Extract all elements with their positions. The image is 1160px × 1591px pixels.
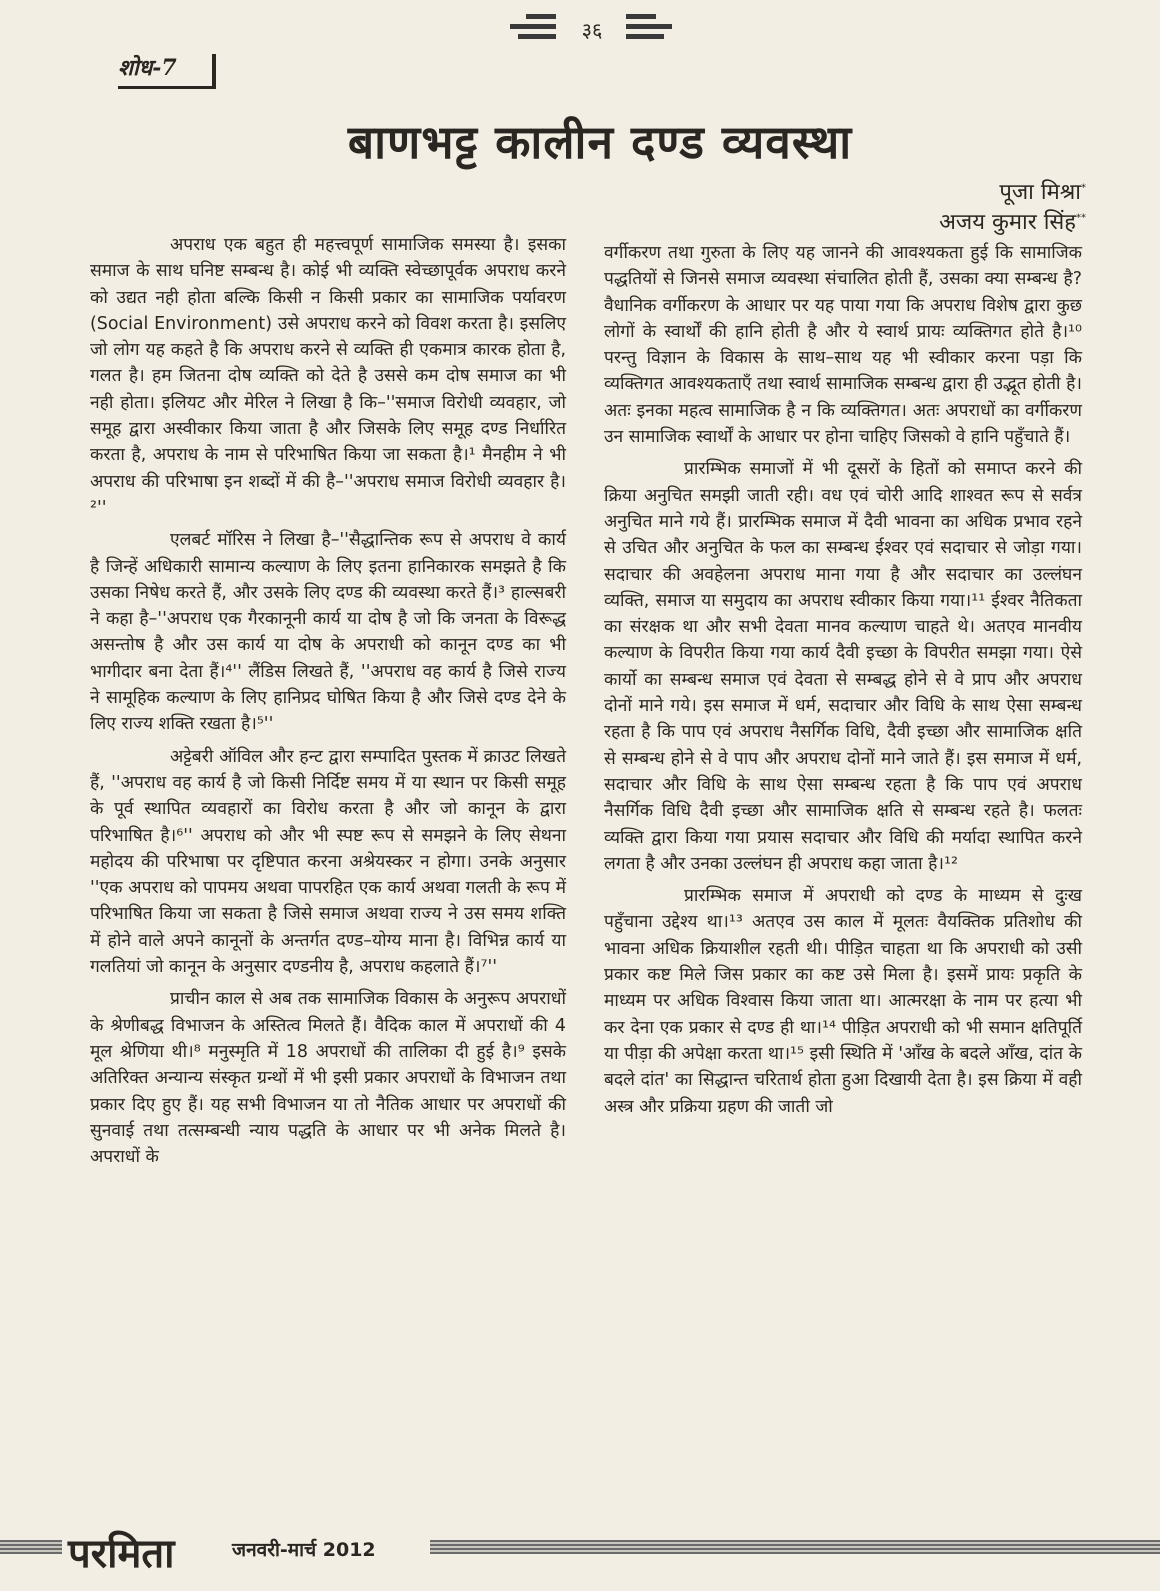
- author-1-name: पूजा मिश्रा: [999, 180, 1081, 205]
- author-1: [999, 176, 1086, 206]
- right-column: [604, 240, 1082, 1120]
- author-2-mark: **: [1076, 212, 1086, 224]
- left-column: [90, 232, 566, 1170]
- page-footer: [0, 1520, 1160, 1580]
- paragraph: एलबर्ट मॉरिस ने लिखा है–''सैद्धान्तिक रूप से अपराध वे कार्य है जिन्हें अधिकारी सामान्य कल्याण के लिए इतना हानिकारक समझते है कि उसका निषेध करते हैं, और उसके लिए दण्ड की व्यवस्था करते हैं।³ हाल्सबरी ने कहा है–''अपराध एक गैरकानूनी कार्य या दोष है जो कि जनता के विरूद्ध असन्तोष है और उस कार्य या दोष के अपराधी को कानून दण्ड का भी भागीदार बना देता हैं।⁴'' लैंडिस लिखते हैं, ''अपराध वह कार्य है जिसे राज्य ने सामूहिक कल्याण के लिए हानिप्रद घोषित किया है और जिसे दण्ड देने के लिए राज्य शक्ति रखता है।⁵'': [90, 530, 566, 735]
- footer-stripe-right: [430, 1540, 1160, 1554]
- page-number-ornament: [0, 10, 1160, 50]
- paragraph: प्रारम्भिक समाजों में भी दूसरों के हितों को समाप्त करने की क्रिया अनुचित समझी जाती रही। वध एवं चोरी आदि शाश्वत रूप से सर्वत्र अनुचित माने गये हैं। प्रारम्भिक समाज में दैवी भावना का अधिक प्रभाव रहने से उचित और अनुचित के फल का सम्बन्ध ईश्वर एवं सदाचार से जोड़ा गया। सदाचार की अवहेलना अपराध माना गया है और सदाचार का उल्लंघन व्यक्ति, समाज या समुदाय का अपराध स्वीकार किया गया।¹¹ ईश्वर नैतिकता का संरक्षक था और सभी देवता मानव कल्याण चाहते थे। अतएव मानवीय कल्याण के विपरीत किया गया कार्य दैवी इच्छा के विपरीत समझा गया। ऐसे कार्यो का सम्बन्ध समाज एवं देवता से सम्बद्ध होने से वे प्राप और अपराध दोनों माने गये। इस समाज में धर्म, सदाचार और विधि के साथ ऐसा सम्बन्ध रहता है कि पाप एवं अपराध नैसर्गिक विधि, दैवी इच्छा और सामाजिक क्षति से सम्बन्ध होने से वे पाप और अपराध दोनों माने जाते हैं। इस समाज में धर्म, सदाचार और विधि के साथ ऐसा सम्बन्ध रहता है कि पाप एवं अपराध नैसर्गिक विधि दैवी इच्छा और सामाजिक क्षति से सम्बन्ध रहते है। फलतः व्यक्ति द्वारा किया गया प्रयास सदाचार और विधि की मर्यादा स्थापित करने लगता है और उनका उल्लंघन ही अपराध कहा जाता है।¹²: [604, 459, 1082, 874]
- ornament-bars-left: [510, 14, 556, 44]
- section-tag-rule: [212, 54, 216, 88]
- paragraph: अट्टेबरी ऑविल और हन्ट द्वारा सम्पादित पुस्तक में क्राउट लिखते हैं, ''अपराध वह कार्य है जो किसी निर्दिष्ट समय में या स्थान पर किसी समूह के पूर्व स्थापित व्यवहारों का विरोध करता है और जो कानून के द्वारा परिभाषित है।⁶'' अपराध को और भी स्पष्ट रूप से समझने के लिए सेथना महोदय की परिभाषा पर दृष्टिपात करना अश्रेयस्कर न होगा। उनके अनुसार ''एक अपराध को पापमय अथवा पापरहित एक कार्य अथवा गलती के रूप में परिभाषित किया जा सकता है जिसे समाज अथवा राज्य ने उस समय शक्ति में होने वाले अपने कानूनों के अन्तर्गत दण्ड–योग्य माना है। विभिन्न कार्य या गलतियां जो कानून के अनुसार दण्डनीय है, अपराध कहलाते हैं।⁷'': [90, 746, 566, 978]
- ornament-bars-right: [626, 14, 672, 44]
- page-number: ३६: [581, 18, 603, 42]
- article-title: बाणभट्ट कालीन दण्ड व्यवस्था: [347, 115, 853, 169]
- author-2: [939, 206, 1086, 236]
- paragraph: अपराध एक बहुत ही महत्त्वपूर्ण सामाजिक समस्या है। इसका समाज के साथ घनिष्ट सम्बन्ध है। कोई भी व्यक्ति स्वेच्छापूर्वक अपराध करने को उद्यत नही होता बल्कि किसी न किसी प्रकार का सामाजिक पर्यावरण (Social Environment) उसे अपराध करने को विवश करता है। इसलिए जो लोग यह कहते है कि अपराध करने से व्यक्ति ही एकमात्र कारक होता है, गलत है। हम जितना दोष व्यक्ति को देते है उससे कम दोष समाज का भी नही होता। इलियट और मेरिल ने लिखा है कि–''समाज विरोधी व्यवहार, जो समूह द्वारा अस्वीकार किया जाता है और जिसके लिए समूह दण्ड निर्धारित करता है, अपराध के नाम से परिभाषित किया जा सकता है।¹ मैनहीम ने भी अपराध की परिभाषा इन शब्दों में की है–''अपराध समाज विरोधी व्यवहार है।²'': [90, 235, 566, 518]
- paragraph: प्राचीन काल से अब तक सामाजिक विकास के अनुरूप अपराधों के श्रेणीबद्ध विभाजन के अस्तित्व मिलते हैं। वैदिक काल में अपराधों की 4 मूल श्रेणिया थी।⁸ मनुस्मृति में 18 अपराधों की तालिका दी हुई है।⁹ इसके अतिरिक्त अन्यान्य संस्कृत ग्रन्थों में भी इसी प्रकार अपराधों के विभाजन तथा प्रकार दिए हुए हैं। यह सभी विभाजन या तो नैतिक आधार पर अपराधों की सुनवाई तथा तत्सम्बन्धी न्याय पद्धति के आधार पर भी अनेक मिलते है। अपराधों के: [90, 989, 566, 1168]
- footer-stripe-left: [0, 1540, 62, 1554]
- paragraph: प्रारम्भिक समाज में अपराधी को दण्ड के माध्यम से दुःख पहुँचाना उद्देश्य था।¹³ अतएव उस काल में मूलतः वैयक्तिक प्रतिशोध की भावना अधिक क्रियाशील रहती थी। पीड़ित चाहता था कि अपराधी को उसी प्रकार कष्ट मिले जिस प्रकार का कष्ट उसे मिला है। इसमें प्रायः प्रकृति के माध्यम पर अधिक विश्वास किया जाता था। आत्मरक्षा के नाम पर हत्या भी कर देना एक प्रकार से दण्ड ही था।¹⁴ पीड़ित अपराधी को भी समान क्षतिपूर्ति या पीड़ा की अपेक्षा करता था।¹⁵ इसी स्थिति में 'आँख के बदले आँख, दांत के बदले दांत' का सिद्धान्त चरितार्थ होता हुआ दिखायी देता है। इस क्रिया में वही अस्त्र और प्रक्रिया ग्रहण की जाती जो: [604, 886, 1082, 1117]
- section-tag: शोध-7: [118, 55, 177, 81]
- journal-name: परमिता: [68, 1531, 175, 1577]
- section-tag-underline: [118, 86, 216, 89]
- paragraph: वर्गीकरण तथा गुरुता के लिए यह जानने की आवश्यकता हुई कि सामाजिक पद्धतियों से जिनसे समाज व्यवस्था संचालित होती हैं, उसका क्या सम्बन्ध है?वैधानिक वर्गीकरण के आधार पर यह पाया गया कि अपराध विशेष द्वारा कुछ लोगों के स्वार्थों की हानि होती है और ये स्वार्थ प्रायः व्यक्तिगत होते है।¹⁰ परन्तु विज्ञान के विकास के साथ–साथ यह भी स्वीकार करना पड़ा कि व्यक्तिगत आवश्यकताएँ तथा स्वार्थ सामाजिक सम्बन्ध द्वारा ही उद्भूत होती है। अतः इनका महत्व सामाजिक है न कि व्यक्तिगत। अतः अपराधों का वर्गीकरण उन सामाजिक स्वार्थों के आधार पर होना चाहिए जिसको वे हानि पहुँचाते हैं।: [604, 243, 1082, 448]
- author-1-mark: *: [1081, 182, 1086, 194]
- issue-date: जनवरी-मार्च 2012: [232, 1539, 376, 1561]
- author-2-name: अजय कुमार सिंह: [939, 210, 1076, 235]
